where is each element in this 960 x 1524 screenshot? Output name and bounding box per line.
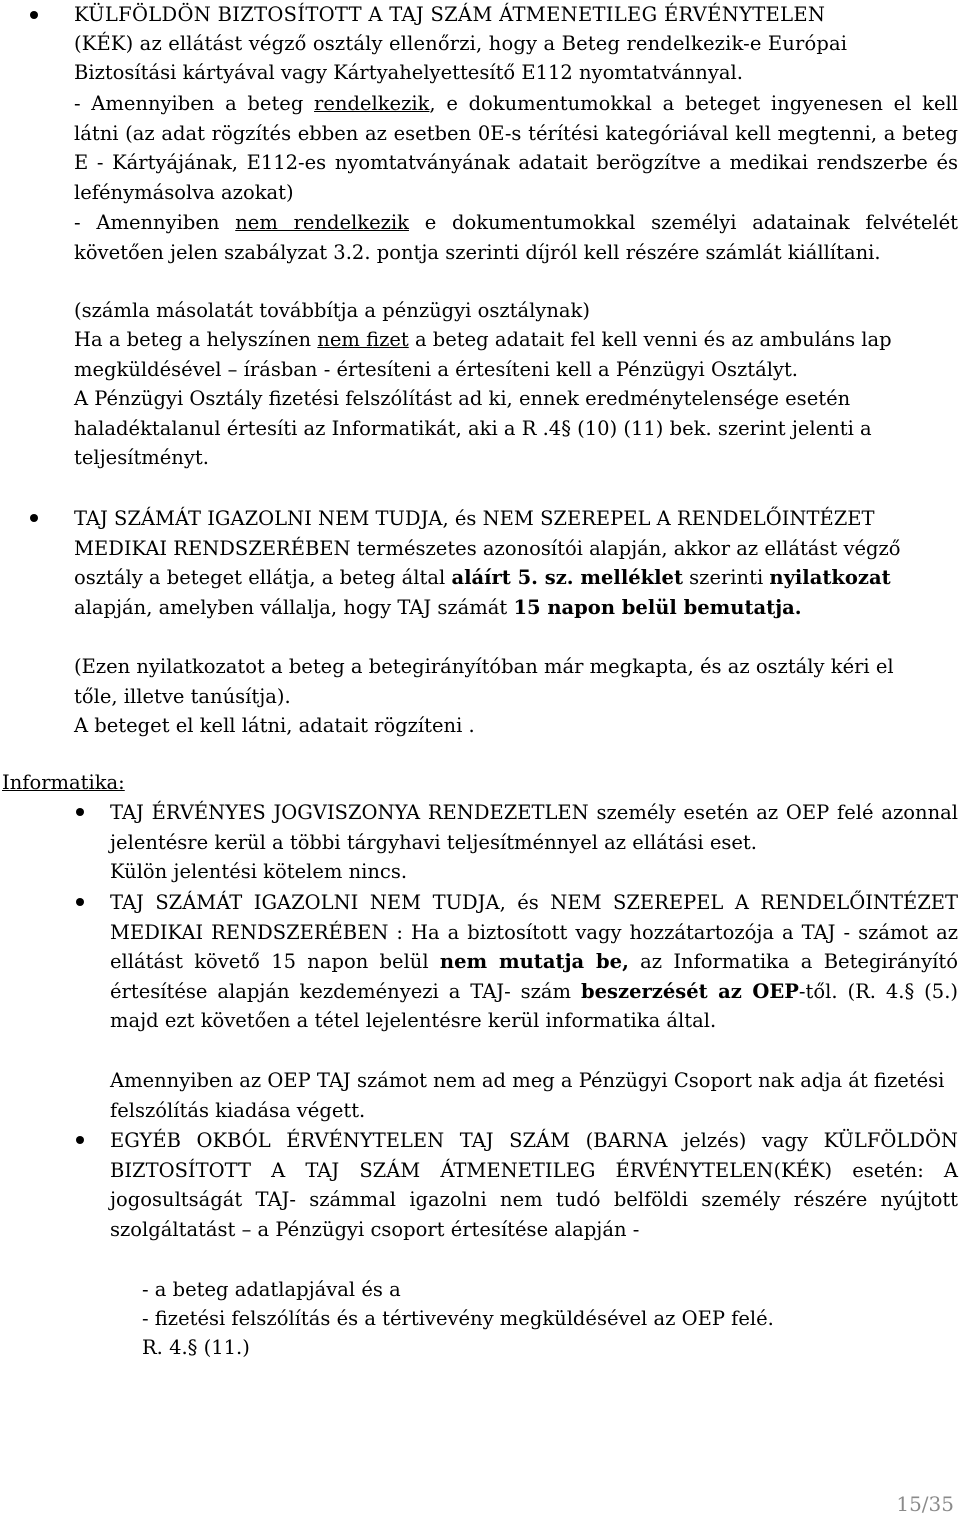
section1-heading-line2: (KÉK) az ellátást végző osztály ellenőrzi, hogy a Beteg rendelkezik-e Európai xyxy=(74,32,848,55)
section1-paragraph-nem-rendelkezik: - Amennyiben nem rendelkezik e dokumentumokkal személyi adatainak felvételét követően jelen szabályzat 3.2. pontja szerinti díjról kell részére számlát kiállítani. xyxy=(74,211,958,264)
informatika-subitem-adatlap: - a beteg adatlapjával és a xyxy=(142,1278,401,1301)
bullet-icon xyxy=(76,1136,84,1144)
section2-paragraph-taj: TAJ SZÁMÁT IGAZOLNI NEM TUDJA, és NEM SZEREPEL A RENDELŐINTÉZET MEDIKAI RENDSZERÉBEN természetes azonosítói alapján, akkor az ellátást végző osztály a beteget ellátja, a beteg által aláírt 5. sz. melléklet szerinti nyilatkozat alapján, amelyben vállalja, hogy TAJ számát 15 napon belül bemutatja. xyxy=(74,507,901,619)
section1-paragraph-penzugyi: A Pénzügyi Osztály fizetési felszólítást ad ki, ennek eredménytelensége esetén haladéktalanul értesíti az Informatikát, aki a R .4§ (10) (11) bek. szerint jelenti a teljesítményt. xyxy=(74,387,872,469)
section1-paragraph-nem-fizet: Ha a beteg a helyszínen nem fizet a beteg adatait fel kell venni és az ambuláns lap megküldésével – írásban - értesíteni a értesíteni kell a Pénzügyi Osztályt. xyxy=(74,328,892,381)
section1-heading-line3: Biztosítási kártyával vagy Kártyahelyettesítő E112 nyomtatvánnyal. xyxy=(74,61,743,84)
informatika-heading: Informatika: xyxy=(2,771,125,794)
informatika-item-rendezetlen-note: Külön jelentési kötelem nincs. xyxy=(110,860,408,883)
informatika-item-rendezetlen: TAJ ÉRVÉNYES JOGVISZONYA RENDEZETLEN személy esetén az OEP felé azonnal jelentésre kerül a többi tárgyhavi teljesítménnyel az ellátási eset. xyxy=(110,801,958,854)
section1-paragraph-szamla: (számla másolatát továbbítja a pénzügyi osztálynak) xyxy=(74,299,590,322)
section2-paragraph-nyilatkozat: (Ezen nyilatkozatot a beteg a betegirányítóban már megkapta, és az osztály kéri el tőle, illetve tanúsítja). xyxy=(74,655,894,708)
bullet-icon xyxy=(76,808,84,816)
section1-heading-line1: KÜLFÖLDÖN BIZTOSÍTOTT A TAJ SZÁM ÁTMENETILEG ÉRVÉNYTELEN xyxy=(74,3,826,26)
bullet-icon xyxy=(76,898,84,906)
informatika-item-igazolni-note: Amennyiben az OEP TAJ számot nem ad meg a Pénzügyi Csoport nak adja át fizetési felszólítás kiadása végett. xyxy=(110,1069,945,1122)
bullet-icon xyxy=(30,11,38,19)
section1-paragraph-rendelkezik: - Amennyiben a beteg rendelkezik, e dokumentumokkal a beteget ingyenesen el kell látni (az adat rögzítés ebben az esetben 0E-s térítési kategóriával kell megtenni, a beteg E - Kártyájának, E112-es nyomtatványának adatait berögzítve a medikai rendszerbe és lefénymásolva azokat) xyxy=(74,92,958,204)
section2-paragraph-ellatni: A beteget el kell látni, adatait rögzíteni . xyxy=(74,714,475,737)
informatika-subitem-felszolitas: - fizetési felszólítás és a tértivevény megküldésével az OEP felé. xyxy=(142,1307,774,1330)
informatika-item-igazolni: TAJ SZÁMÁT IGAZOLNI NEM TUDJA, és NEM SZEREPEL A RENDELŐINTÉZET MEDIKAI RENDSZERÉBEN : Ha a biztosított vagy hozzátartozója a TAJ - számot az ellátást követő 15 napon belül nem mutatja be, az Informatika a Betegirányító értesítése alapján kezdeményezi a TAJ- szám beszerzését az OEP-től. (R. 4.§ (5.) majd ezt követően a tétel lejelentésre kerül informatika által. xyxy=(110,891,958,1032)
bullet-icon xyxy=(30,514,38,522)
page-number: 15/35 xyxy=(896,1492,954,1516)
informatika-subitem-reference: R. 4.§ (11.) xyxy=(142,1336,250,1359)
informatika-item-egyeb: EGYÉB OKBÓL ÉRVÉNYTELEN TAJ SZÁM (BARNA jelzés) vagy KÜLFÖLDÖN BIZTOSÍTOTT A TAJ SZÁM ÁTMENETILEG ÉRVÉNYTELEN(KÉK) esetén: A jogosultságát TAJ- számmal igazolni nem tudó belföldi személy részére nyújtott szolgáltatást – a Pénzügyi csoport értesítése alapján - xyxy=(110,1129,958,1241)
